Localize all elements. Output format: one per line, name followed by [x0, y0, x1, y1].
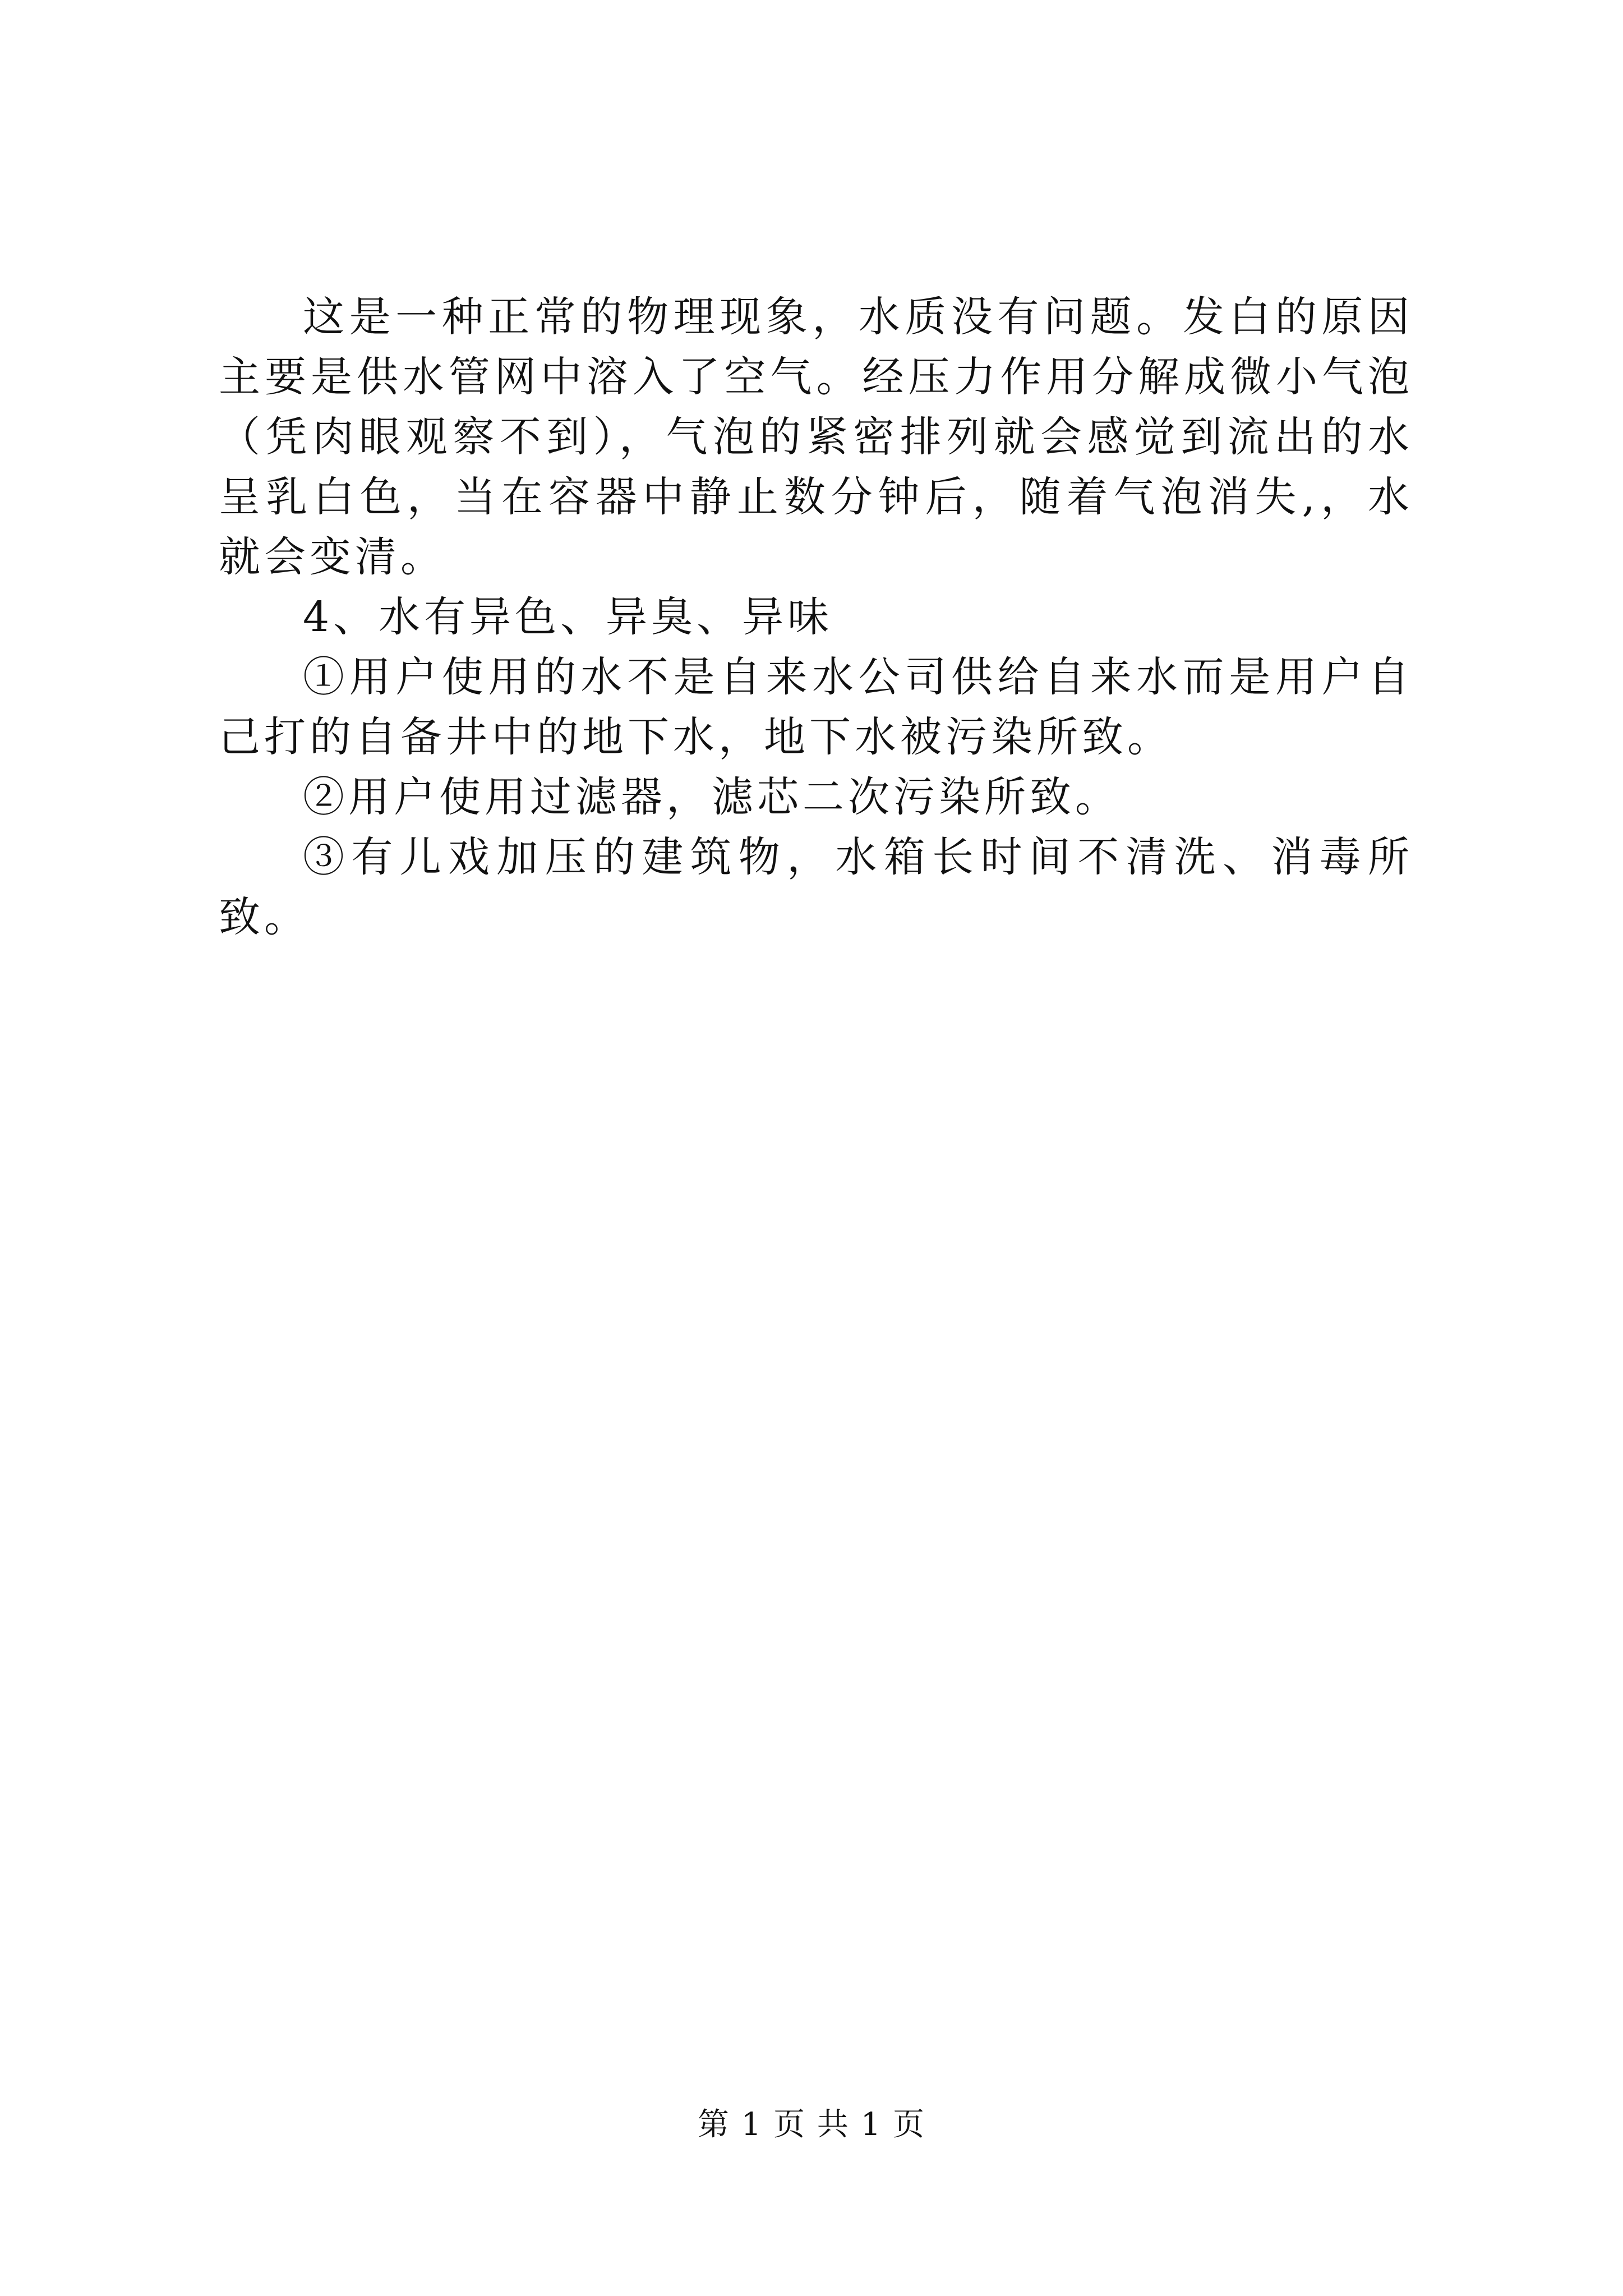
list-item: ③有儿戏加压的建筑物，水箱长时间不清洗、消毒所致。 — [219, 833, 1413, 941]
section-heading: 4、水有异色、异臭、异味 — [303, 593, 833, 641]
document-body — [219, 287, 1413, 947]
page-footer: 第 1 页 共 1 页 — [697, 2106, 926, 2143]
list-item: ②用户使用过滤器，滤芯二次污染所致。 — [303, 773, 1121, 821]
list-item: ①用户使用的水不是自来水公司供给自来水而是用户自己打的自备井中的地下水，地下水被污染所致。 — [219, 653, 1413, 761]
paragraph-explanation: 这是一种正常的物理现象，水质没有问题。发白的原因主要是供水管网中溶入了空气。经压力作用分解成微小气泡（凭肉眼观察不到），气泡的紧密排列就会感觉到流出的水呈乳白色，当在容器中静止数分钟后，随着气泡消失,，水就会变清。 — [219, 293, 1413, 581]
